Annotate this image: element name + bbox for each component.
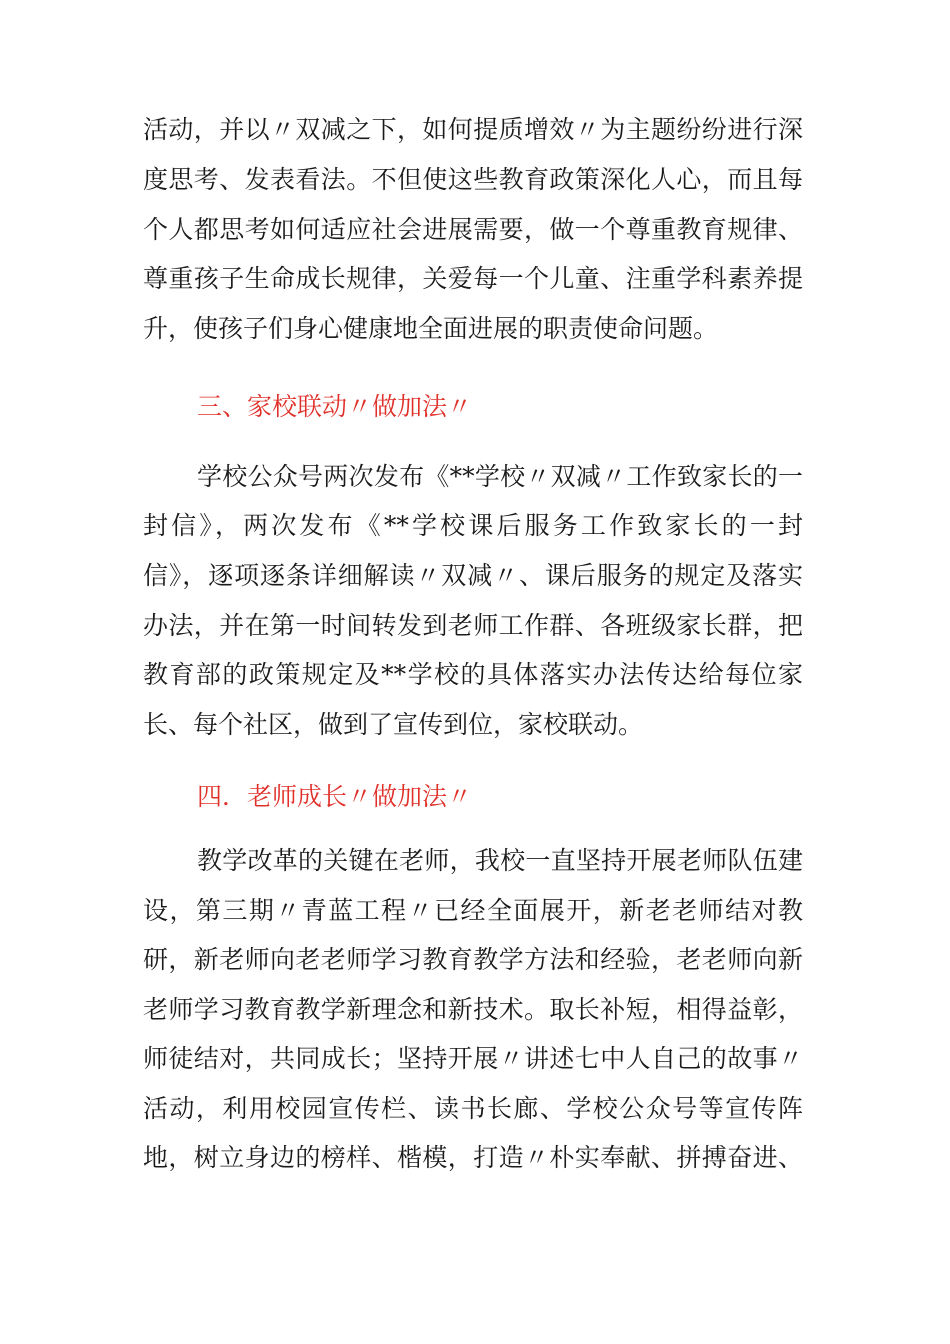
paragraph-line: 活动，并以〃双减之下，如何提质增效〃为主题纷纷进行深 (143, 115, 803, 144)
paragraph-line: 教育部的政策规定及**学校的具体落实办法传达给每位家 (143, 660, 803, 689)
paragraph-line: 办法，并在第一时间转发到老师工作群、各班级家长群，把 (143, 611, 803, 640)
paragraph-line: 地，树立身边的榜样、楷模，打造〃朴实奉献、拼搏奋进、 (143, 1143, 803, 1172)
paragraph-line: 信》，逐项逐条详细解读〃双减〃、课后服务的规定及落实 (143, 561, 803, 590)
paragraph-line: 研，新老师向老老师学习教育教学方法和经验，老老师向新 (143, 945, 803, 974)
paragraph-line: 活动，利用校园宣传栏、读书长廊、学校公众号等宣传阵 (143, 1094, 803, 1123)
paragraph-line: 教学改革的关键在老师，我校一直坚持开展老师队伍建 (197, 846, 803, 875)
paragraph-line: 设，第三期〃青蓝工程〃已经全面展开，新老老师结对教 (143, 896, 803, 925)
paragraph-line: 个人都思考如何适应社会进展需要，做一个尊重教育规律、 (143, 215, 803, 244)
paragraph-line: 度思考、发表看法。不但使这些教育政策深化人心，而且每 (143, 165, 803, 194)
section-heading: 四．老师成长〃做加法〃 (197, 782, 473, 811)
section-heading: 三、家校联动〃做加法〃 (197, 392, 473, 421)
paragraph-line: 升，使孩子们身心健康地全面进展的职责使命问题。 (143, 314, 719, 343)
paragraph-line: 尊重孩子生命成长规律，关爱每一个儿童、注重学科素养提 (143, 264, 803, 293)
paragraph-line: 师徒结对，共同成长；坚持开展〃讲述七中人自己的故事〃 (143, 1044, 803, 1073)
paragraph-line: 封信》，两次发布《**学校课后服务工作致家长的一封 (143, 511, 803, 540)
paragraph-line: 老师学习教育教学新理念和新技术。取长补短，相得益彰， (143, 995, 803, 1024)
paragraph-line: 长、每个社区，做到了宣传到位，家校联动。 (143, 710, 644, 739)
paragraph-line: 学校公众号两次发布《**学校〃双减〃工作致家长的一 (197, 462, 803, 491)
